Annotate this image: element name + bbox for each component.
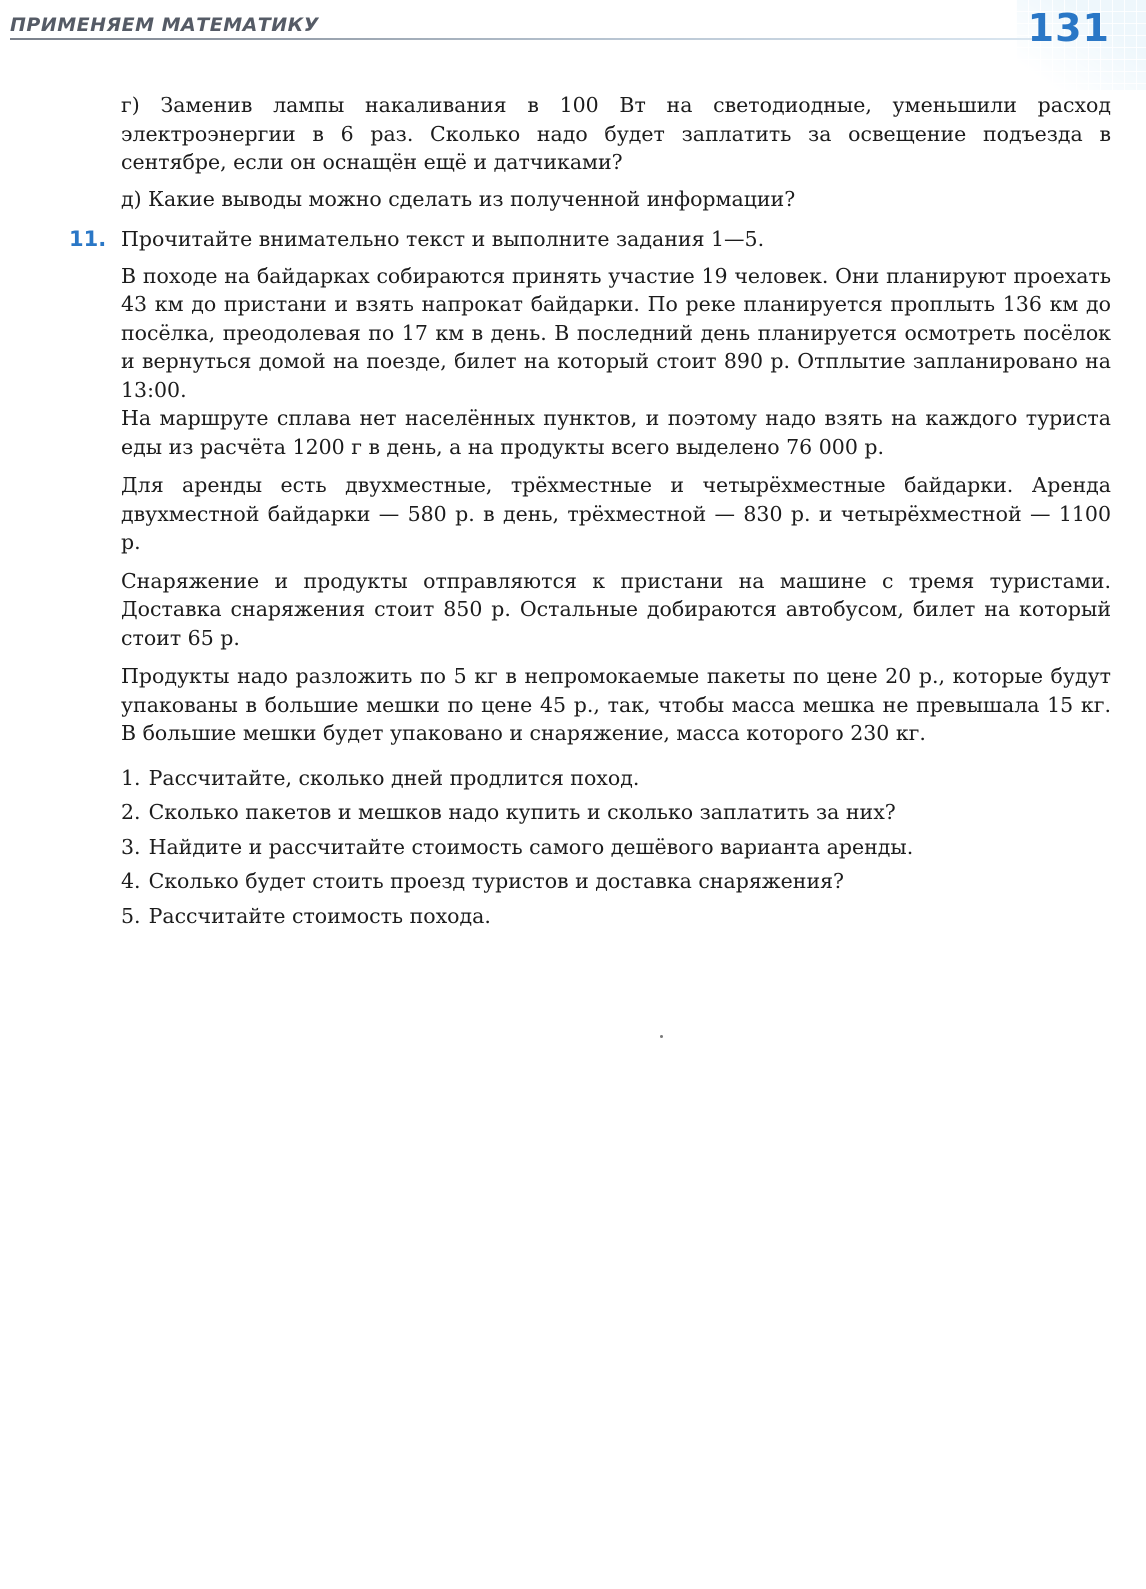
question-item <box>121 798 1111 827</box>
page-header <box>0 0 1146 70</box>
question-text: Рассчитайте, сколько дней продлится поход. <box>148 765 640 790</box>
task-paragraph: Продукты надо разложить по 5 кг в непромокаемые пакеты по цене 20 р., которые будут упакованы в большие мешки по цене 45 р., так, чтобы масса мешка не превышала 15 кг. В большие мешки будет упаковано и снаряжение, масса которого 230 кг. <box>121 664 1111 745</box>
question-text: Сколько пакетов и мешков надо купить и сколько заплатить за них? <box>148 800 896 824</box>
question-number: 2. <box>121 800 141 824</box>
header-rule <box>10 38 1040 40</box>
question-item <box>121 764 1111 793</box>
page-content <box>69 91 1111 936</box>
task-paragraph: На маршруте сплава нет населённых пунктов, и поэтому надо взять на каждого туриста еды из расчёта 1200 г в день, а на продукты всего выделено 76 000 р. <box>121 406 1111 459</box>
question-list <box>121 764 1111 931</box>
task-paragraph: Для аренды есть двухместные, трёхместные и четырёхместные байдарки. Аренда двухместной байдарки — 580 р. в день, трёхместной — 830 р. и четырёхместной — 1100 р. <box>121 473 1111 554</box>
question-text: Найдите и рассчитайте стоимость самого дешёвого варианта аренды. <box>148 834 914 859</box>
section-title: ПРИМЕНЯЕМ МАТЕМАТИКУ <box>10 14 319 36</box>
question-number: 1. <box>121 765 141 790</box>
question-number: 3. <box>121 834 141 859</box>
print-speck <box>660 1035 663 1038</box>
question-item <box>121 867 1111 896</box>
question-number: 4. <box>121 869 141 893</box>
task-intro-row <box>69 225 1111 254</box>
question-number: 5. <box>121 903 141 928</box>
task-paragraph: Снаряжение и продукты отправляются к пристани на машине с тремя туристами. Доставка снаряжения стоит 850 р. Остальные добираются автобусом, билет на который стоит 65 р. <box>121 568 1111 650</box>
item-d: д) Какие выводы можно сделать из полученной информации? <box>121 186 796 211</box>
task-intro: Прочитайте внимательно текст и выполните задания 1—5. <box>121 227 765 251</box>
question-text: Сколько будет стоить проезд туристов и доставка снаряжения? <box>148 869 845 893</box>
task-paragraph: В походе на байдарках собираются принять участие 19 человек. Они планируют проехать 43 км до пристани и взять напрокат байдарки. По реке планируется проплыть 136 км до посёлка, преодолевая по 17 км в день. В последний день планируется осмотреть посёлок и вернуться домой на поезде, билет на который стоит 890 р. Отплытие запланировано на 13:00. <box>121 263 1111 402</box>
item-g: г) Заменив лампы накаливания в 100 Вт на светодиодные, уменьшили расход электроэнергии в 6 раз. Сколько надо будет заплатить за освещение подъезда в сентябре, если он оснащён ещё и датчиками? <box>121 93 1111 174</box>
task-number: 11. <box>69 227 107 251</box>
page-number: 131 <box>1027 6 1110 50</box>
question-item <box>121 833 1111 862</box>
question-text: Рассчитайте стоимость похода. <box>148 903 491 928</box>
question-item <box>121 902 1111 931</box>
